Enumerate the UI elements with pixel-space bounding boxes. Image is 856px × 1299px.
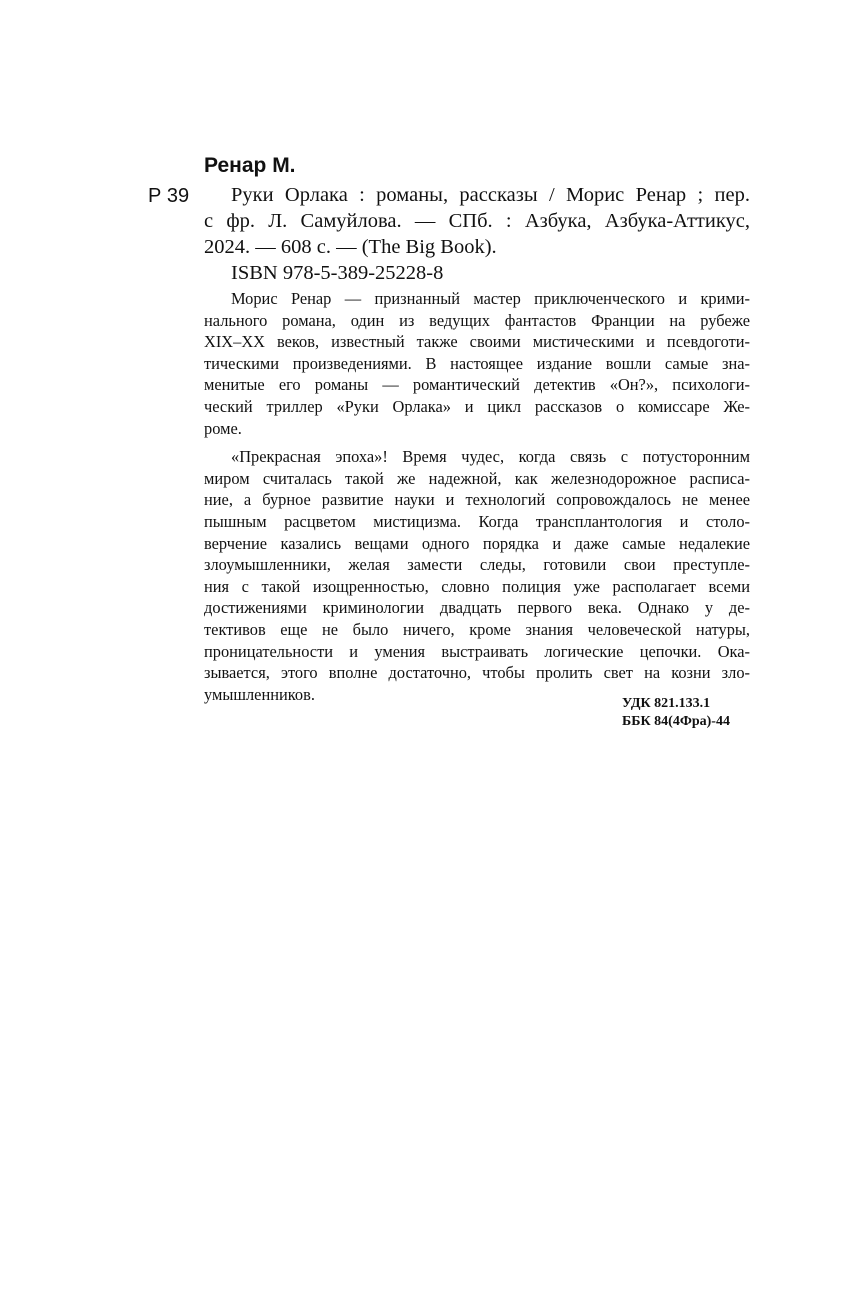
annotation-line: нального романа, один из ведущих фантастов Франции на рубеже (204, 310, 750, 330)
annotation-line: тективов еще не было ничего, кроме знания человеческой натуры, (204, 619, 750, 639)
annotation-line: миром считалась такой же надежной, как железнодорожное расписа- (204, 468, 750, 488)
annotation-line: менитые его романы — романтический детектив «Он?», психологи- (204, 375, 750, 395)
annotation-line: XIX–XX веков, известный также своими мистическими и псевдоготи- (204, 332, 750, 352)
annotation-line: «Прекрасная эпоха»! Время чудес, когда связь с потусторонним (231, 447, 750, 467)
annotation-line: зывается, этого вполне достаточно, чтобы пролить свет на козни зло- (204, 663, 750, 683)
annotation-line: роме. (204, 418, 242, 438)
annotation-line: проницательности и умения выстраивать логические цепочки. Ока- (204, 641, 750, 661)
annotation-line: Морис Ренар — признанный мастер приключенческого и крими- (231, 289, 750, 308)
description-line: Руки Орлака : романы, рассказы / Морис Ренар ; пер. (231, 184, 750, 206)
annotation-line: пышным расцветом мистицизма. Когда трансплантология и столо- (204, 511, 750, 531)
annotation-line: злоумышленники, желая замести следы, готовили свои преступле- (204, 555, 750, 575)
isbn: ISBN 978-5-389-25228-8 (231, 262, 444, 284)
annotation (204, 288, 750, 705)
bibliographic-description (204, 182, 750, 260)
udk-code: УДК 821.133.1 (622, 696, 711, 711)
annotation-line: достижениями криминологии двадцать первого века. Однако у де- (204, 598, 750, 618)
annotation-paragraph (204, 288, 750, 439)
author-heading: Ренар М. (204, 154, 296, 177)
annotation-paragraph (204, 446, 750, 705)
annotation-line: верчение казались вещами одного порядка и даже самые недалекие (204, 533, 750, 553)
call-number: Р 39 (148, 185, 190, 207)
annotation-line: ческий триллер «Руки Орлака» и цикл рассказов о комиссаре Же- (204, 396, 750, 416)
description-line: с фр. Л. Самуйлова. — СПб. : Азбука, Азбука-Аттикус, (204, 210, 750, 232)
annotation-line: ния с такой изощренностью, словно полиция уже располагает всеми (204, 576, 750, 596)
annotation-line: ние, а бурное развитие науки и технологий сопровождалось не менее (204, 490, 750, 510)
classification-codes (622, 695, 750, 731)
annotation-line: умышленников. (204, 684, 315, 704)
description-line: 2024. — 608 с. — (The Big Book). (204, 236, 497, 258)
annotation-line: тическими произведениями. В настоящее издание вошли самые зна- (204, 353, 750, 373)
bbk-code: ББК 84(4Фра)-44 (622, 714, 730, 729)
